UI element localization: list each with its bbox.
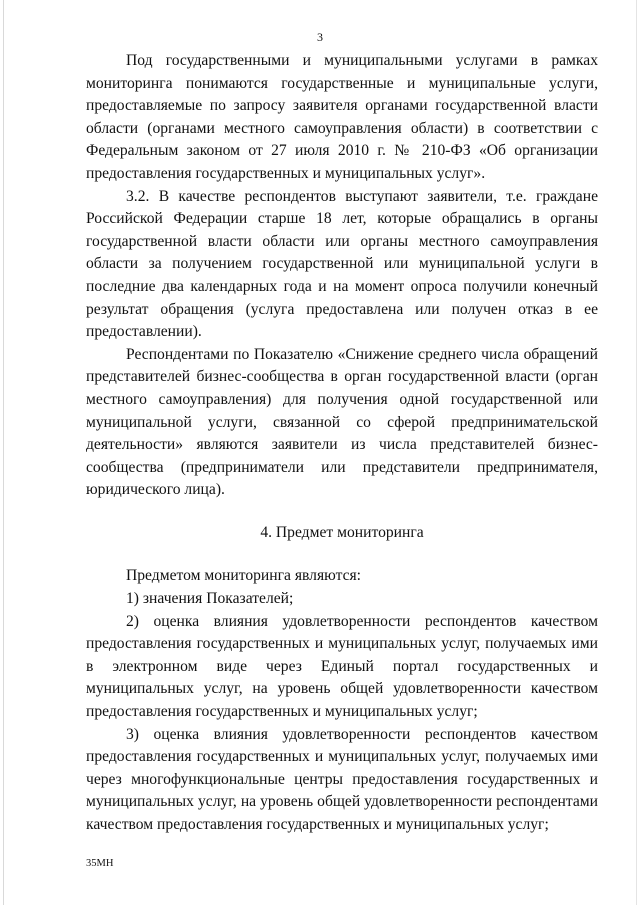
document-body — [86, 50, 598, 837]
paragraph-business-respondents: Респондентами по Показателю «Снижение среднего числа обращений представителей бизнес-сообщества в орган государственной власти (орган местного самоуправления) для получения одной государственной или муниципальной услуги, связанной со сферой предпринимательской деятельности» являются заявители из числа представителей бизнес-сообщества (предприниматели или представители предпринимателя, юридического лица). — [86, 345, 598, 499]
paragraph-subject-intro: Предметом мониторинга являются: — [126, 567, 361, 585]
section-heading: 4. Предмет мониторинга — [260, 523, 424, 541]
paragraph-respondents-definition: 3.2. В качестве респондентов выступают заявители, т.е. граждане Российской Федерации старше 18 лет, которые обращались в органы государственной власти области или органы местного самоуправления области за получением государственной или муниципальной услуги в последние два календарных года и на момент опроса получили конечный результат обращения (услуга предоставлена или получен отказ в ее предоставлении). — [86, 187, 598, 341]
list-item-indicators: 1) значения Показателей; — [126, 590, 294, 608]
scan-edge-right — [636, 0, 637, 905]
list-item-electronic-services: 2) оценка влияния удовлетворенности респондентов качеством предоставления государственных и муниципальных услуг, получаемых ими в электронном виде через Единый портал государственных и муниципальных услуг, на уровень общей удовлетворенности качеством предоставления государственных и муниципальных услуг; — [86, 612, 598, 721]
footer-code: 35МН — [86, 858, 114, 869]
page-number: 3 — [317, 30, 323, 44]
scan-edge-left — [3, 0, 4, 905]
paragraph-services-definition: Под государственными и муниципальными услугами в рамках мониторинга понимаются государственные и муниципальные услуги, предоставляемые по запросу заявителя органами государственной власти области (органами местного самоуправления области) в соответствии с Федеральным законом от 27 июля 2010 г. № 210-ФЗ «Об организации предоставления государственных и муниципальных услуг». — [86, 52, 598, 182]
list-item-mfc-services: 3) оценка влияния удовлетворенности респондентов качеством предоставления государственных и муниципальных услуг, получаемых ими через многофункциональные центры предоставления государственных и муниципальных услуг, на уровень общей удовлетворенности респондентами качеством предоставления государственных и муниципальных услуг; — [86, 725, 598, 833]
